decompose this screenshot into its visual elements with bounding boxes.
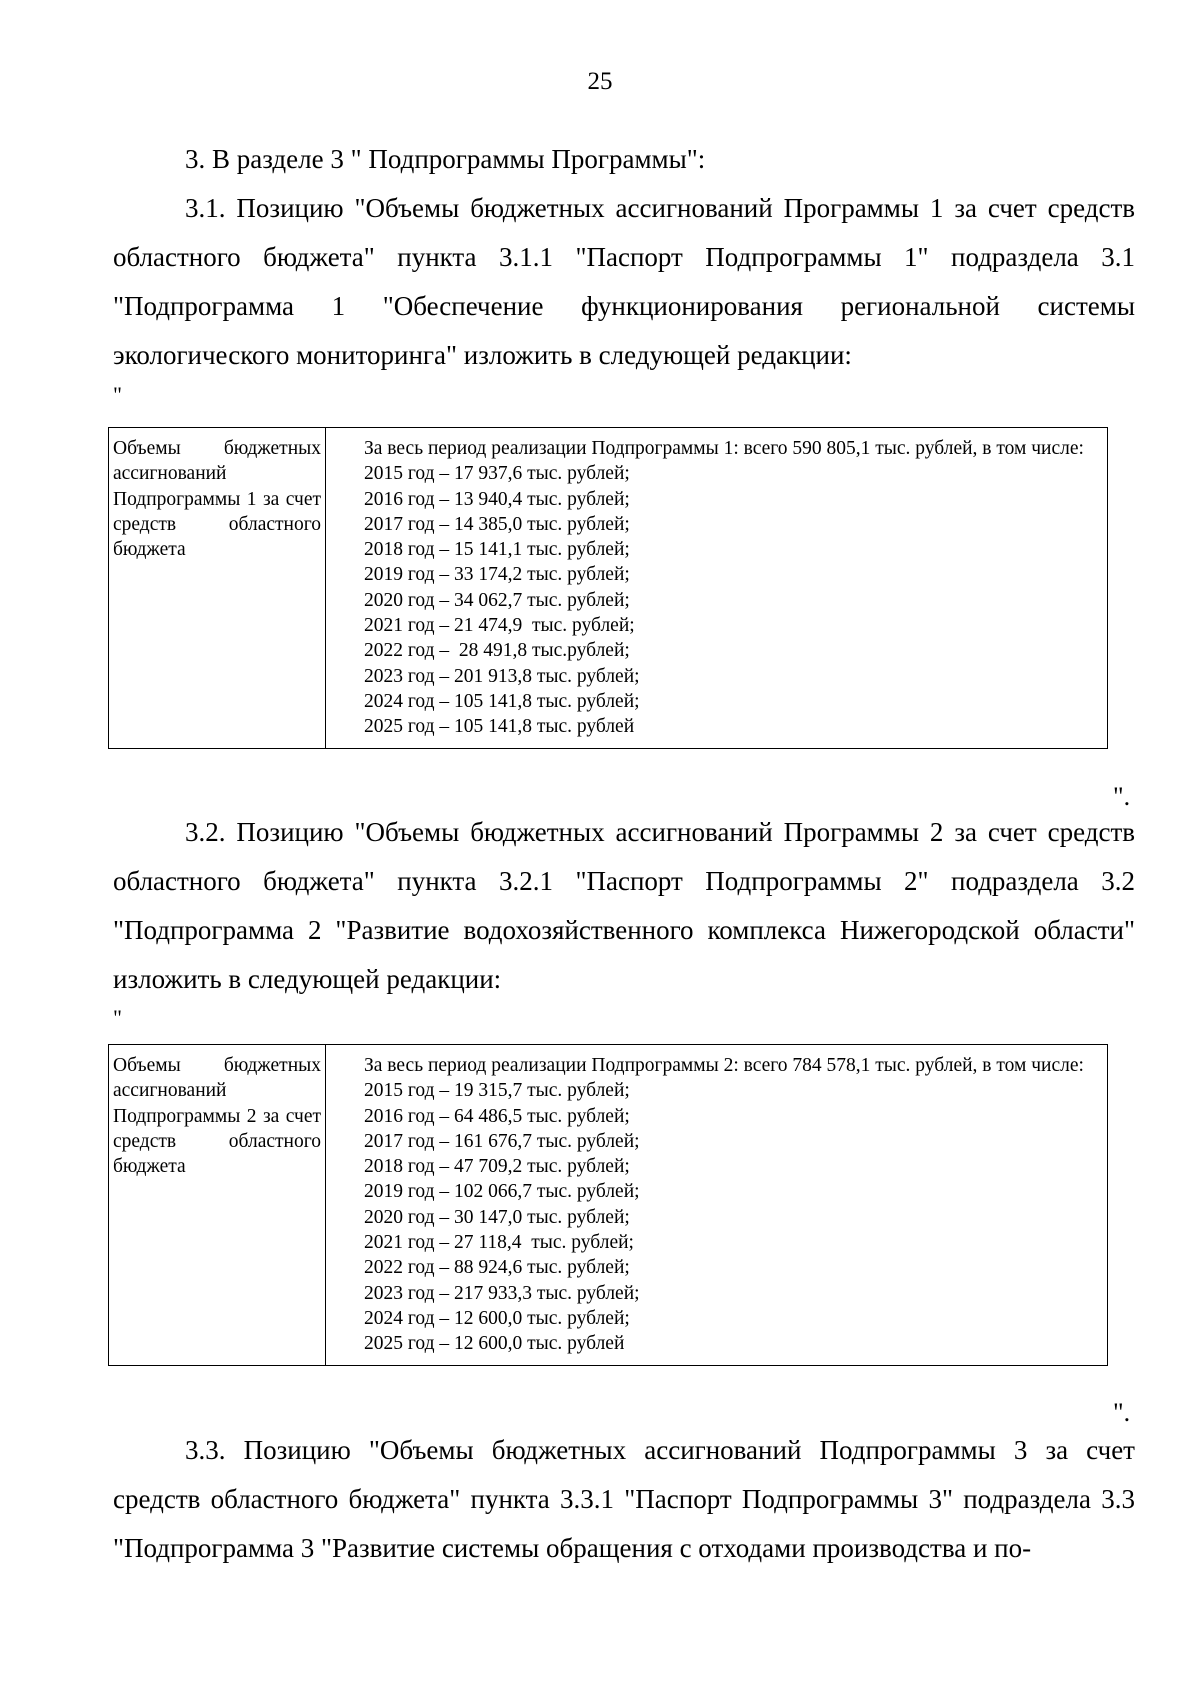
budget-table-1 xyxy=(108,427,1108,749)
page-number: 25 xyxy=(587,68,613,95)
paragraph-3-3: 3.3. Позицию "Объемы бюджетных ассигнований Подпрограммы 3 за счет средств областного бюджета" пункта 3.3.1 "Паспорт Подпрограммы 3" подраздела 3.3 "Подпрограмма 3 "Развитие системы обращения с отходами производства и по- xyxy=(113,1435,1135,1563)
table-1-year-row: 2016 год – 13 940,4 тыс. рублей; xyxy=(364,488,630,510)
table-2-year-row: 2022 год – 88 924,6 тыс. рублей; xyxy=(364,1257,630,1279)
table-1-year-row: 2019 год – 33 174,2 тыс. рублей; xyxy=(364,564,630,586)
table-1-content xyxy=(326,428,1108,749)
table-1-year-row: 2023 год – 201 913,8 тыс. рублей; xyxy=(364,665,640,687)
table-1-total: За весь период реализации Подпрограммы 1: всего 590 805,1 тыс. рублей, в том числе: xyxy=(364,438,1084,459)
table-2-total: За весь период реализации Подпрограммы 2: всего 784 578,1 тыс. рублей, в том числе: xyxy=(364,1055,1084,1076)
table-2-year-row: 2023 год – 217 933,3 тыс. рублей; xyxy=(364,1282,640,1304)
table-2-year-row: 2017 год – 161 676,7 тыс. рублей; xyxy=(364,1130,640,1152)
paragraph-3-1: 3.1. Позицию "Объемы бюджетных ассигнований Программы 1 за счет средств областного бюджета" пункта 3.1.1 "Паспорт Подпрограммы 1" подраздела 3.1 "Подпрограмма 1 "Обеспечение функционирования региональной системы экологического мониторинга" изложить в следующей редакции: xyxy=(113,193,1135,370)
closing-quote-2: ". xyxy=(1113,1398,1131,1427)
opening-quote-2: " xyxy=(113,1005,122,1030)
table-2-year-row: 2018 год – 47 709,2 тыс. рублей; xyxy=(364,1156,630,1178)
table-2-year-row: 2025 год – 12 600,0 тыс. рублей xyxy=(364,1333,625,1355)
table-2-year-row: 2015 год – 19 315,7 тыс. рублей; xyxy=(364,1080,630,1102)
table-1-year-row: 2025 год – 105 141,8 тыс. рублей xyxy=(364,716,635,738)
table-2-year-row: 2021 год – 27 118,4 тыс. рублей; xyxy=(364,1232,634,1254)
table-1-year-row: 2021 год – 21 474,9 тыс. рублей; xyxy=(364,615,635,637)
table-1-year-row: 2018 год – 15 141,1 тыс. рублей; xyxy=(364,539,630,561)
opening-quote-1: " xyxy=(113,382,122,407)
table-2-year-row: 2024 год – 12 600,0 тыс. рублей; xyxy=(364,1307,630,1329)
table-2-year-row: 2020 год – 30 147,0 тыс. рублей; xyxy=(364,1206,630,1228)
table-2-content xyxy=(326,1045,1108,1366)
table-1-year-row: 2022 год – 28 491,8 тыс.рублей; xyxy=(364,640,630,662)
table-2-year-row: 2019 год – 102 066,7 тыс. рублей; xyxy=(364,1181,640,1203)
table-1-year-row: 2017 год – 14 385,0 тыс. рублей; xyxy=(364,513,630,535)
table-2-label: Объемы бюджетных ассигнований Подпрограммы 2 за счет средств областного бюджета xyxy=(109,1045,326,1366)
table-2-year-row: 2016 год – 64 486,5 тыс. рублей; xyxy=(364,1105,630,1127)
table-1-label: Объемы бюджетных ассигнований Подпрограммы 1 за счет средств областного бюджета xyxy=(109,428,326,749)
table-1-year-row: 2015 год – 17 937,6 тыс. рублей; xyxy=(364,463,630,485)
table-1-year-row: 2024 год – 105 141,8 тыс. рублей; xyxy=(364,690,640,712)
paragraph-3-2: 3.2. Позицию "Объемы бюджетных ассигнований Программы 2 за счет средств областного бюджета" пункта 3.2.1 "Паспорт Подпрограммы 2" подраздела 3.2 "Подпрограмма 2 "Развитие водохозяйственного комплекса Нижегородской области" изложить в следующей редакции: xyxy=(113,817,1135,994)
table-1-year-row: 2020 год – 34 062,7 тыс. рублей; xyxy=(364,589,630,611)
budget-table-2 xyxy=(108,1044,1108,1366)
section-heading: 3. В разделе 3 " Подпрограммы Программы": xyxy=(185,144,706,174)
closing-quote-1: ". xyxy=(1113,782,1131,811)
